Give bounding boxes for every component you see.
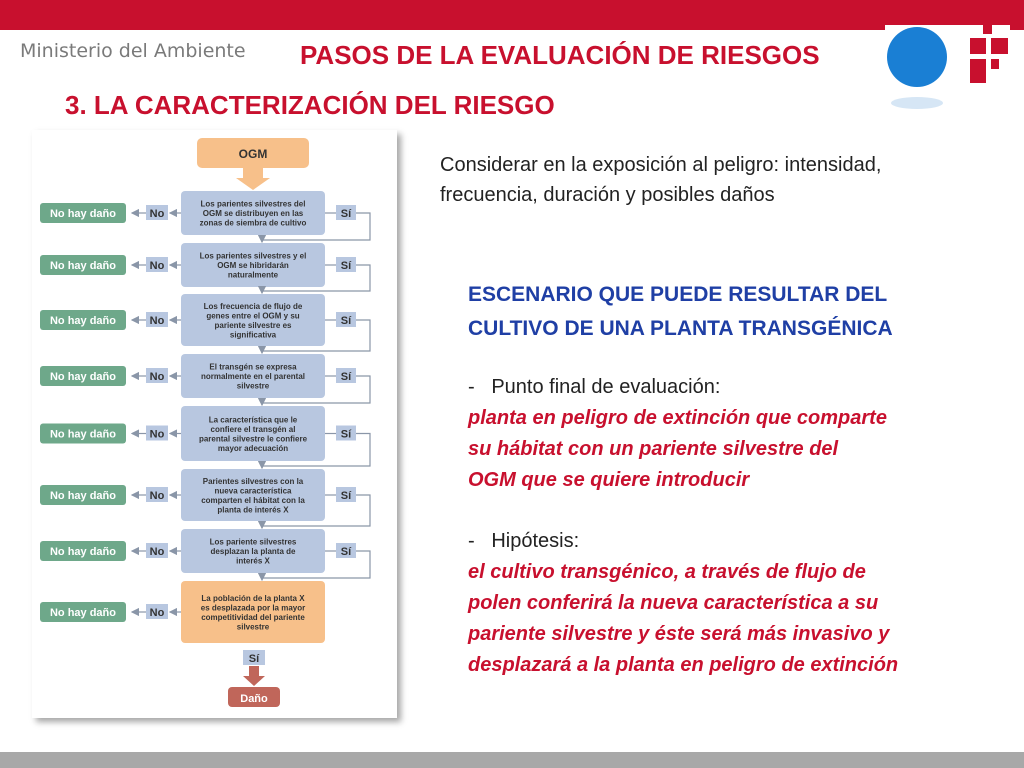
page-title: PASOS DE LA EVALUACIÓN DE RIESGOS — [300, 40, 820, 70]
yes-tag-label: Sí — [340, 490, 352, 502]
endpoint-line: planta en peligro de extinción que comparte — [468, 407, 887, 429]
step-text: parental silvestre le confiere — [198, 434, 308, 444]
no-tag-label: No — [149, 546, 165, 558]
no-harm-label: No hay daño — [49, 208, 117, 220]
no-tag-label: No — [149, 428, 165, 441]
scenario-line-2: CULTIVO DE UNA PLANTA TRANSGÉNICA — [468, 317, 893, 340]
endpoint-line: OGM que se quiere introducir — [468, 469, 750, 491]
step-text: OGM se hibridarán — [217, 261, 289, 270]
yes-tag-label: Sí — [340, 208, 352, 220]
yes-tag-label: Sí — [340, 260, 352, 272]
no-harm-label: No hay daño — [49, 546, 117, 558]
step-text: zonas de siembra de cultivo — [199, 218, 307, 228]
no-tag-label: No — [149, 371, 165, 383]
step-text: planta de interés X — [217, 505, 289, 515]
step-text: Los parientes silvestres y el — [199, 251, 307, 261]
consider-text: Considerar en la exposición al peligro: intensidad, frecuencia, duración y posibles daños — [440, 154, 882, 206]
step-text: La característica que le — [208, 415, 298, 425]
step-text: La población de la planta X — [201, 593, 305, 603]
no-harm-label: No hay daño — [49, 371, 117, 383]
yes-tag-label: Sí — [340, 428, 352, 441]
step-text: El transgén se expresa — [209, 362, 297, 372]
yes-final-label: Sí — [248, 653, 260, 665]
no-harm-label: No hay daño — [49, 428, 117, 441]
step-text: significativa — [229, 330, 277, 340]
step-text: pariente silvestre es — [214, 320, 292, 330]
step-text: silvestre — [236, 622, 270, 632]
step-text: confiere el transgén al — [210, 424, 296, 434]
bottom-bar — [0, 752, 1024, 768]
endpoint-line: su hábitat con un pariente silvestre del — [468, 438, 839, 460]
end-arrow-icon — [243, 666, 265, 686]
step-text: competitividad del pariente — [201, 612, 305, 622]
endpoint-description — [468, 403, 968, 496]
bullet-hypothesis-label: Hipótesis: — [491, 530, 580, 552]
start-arrow-icon — [236, 168, 270, 190]
hypothesis-line: el cultivo transgénico, a través de flujo de — [468, 561, 866, 583]
step-text: Los frecuencia de flujo de — [203, 301, 303, 311]
bullet-endpoint-label: Punto final de evaluación: — [491, 376, 721, 398]
step-text: es desplazada por la mayor — [200, 603, 306, 613]
start-label: OGM — [238, 147, 268, 161]
step-text: nueva característica — [214, 486, 292, 496]
no-harm-label: No hay daño — [49, 490, 117, 502]
step-text: comparten el hábitat con la — [201, 495, 305, 505]
no-tag-label: No — [149, 260, 165, 272]
step-text: Parientes silvestres con la — [202, 476, 304, 486]
hypothesis-line: desplazará a la planta en peligro de extinción — [468, 654, 899, 676]
bullet-hypothesis — [468, 530, 579, 553]
end-label: Daño — [240, 693, 268, 705]
step-text: Los pariente silvestres — [209, 537, 297, 547]
scenario-heading — [468, 278, 988, 346]
bullet-dash: - — [468, 530, 475, 552]
step-text: interés X — [236, 556, 270, 566]
step-text: normalmente en el parental — [200, 372, 306, 381]
step-text: genes entre el OGM y su — [206, 311, 300, 321]
step-text: naturalmente — [227, 270, 279, 280]
no-tag-label: No — [149, 490, 165, 502]
hypothesis-line: polen conferirá la nueva característica a su — [468, 592, 879, 614]
step-text: desplazan la planta de — [210, 547, 296, 556]
no-tag-label: No — [149, 208, 165, 220]
yes-tag-label: Sí — [340, 546, 352, 558]
yes-tag-label: Sí — [340, 315, 352, 327]
step-text: silvestre — [236, 381, 270, 391]
no-harm-label: No hay daño — [49, 607, 117, 619]
step-text: mayor adecuación — [217, 443, 289, 453]
no-harm-label: No hay daño — [49, 315, 117, 327]
yes-tag-label: Sí — [340, 371, 352, 383]
hypothesis-line: pariente silvestre y éste será más invasivo y — [468, 623, 890, 645]
bullet-endpoint — [468, 376, 720, 399]
hypothesis-description — [468, 557, 988, 681]
ministry-logo-text: Ministerio del Ambiente — [20, 40, 246, 62]
no-tag-label: No — [149, 315, 165, 327]
no-harm-label: No hay daño — [49, 260, 117, 272]
step-text: Los parientes silvestres del — [200, 199, 306, 209]
no-tag-label: No — [149, 607, 165, 619]
scenario-line-1: ESCENARIO QUE PUEDE RESULTAR DEL — [468, 283, 888, 306]
bullet-dash: - — [468, 376, 475, 398]
step-text: OGM se distribuyen en las — [202, 209, 304, 218]
page-subtitle: 3. LA CARACTERIZACIÓN DEL RIESGO — [65, 90, 555, 120]
